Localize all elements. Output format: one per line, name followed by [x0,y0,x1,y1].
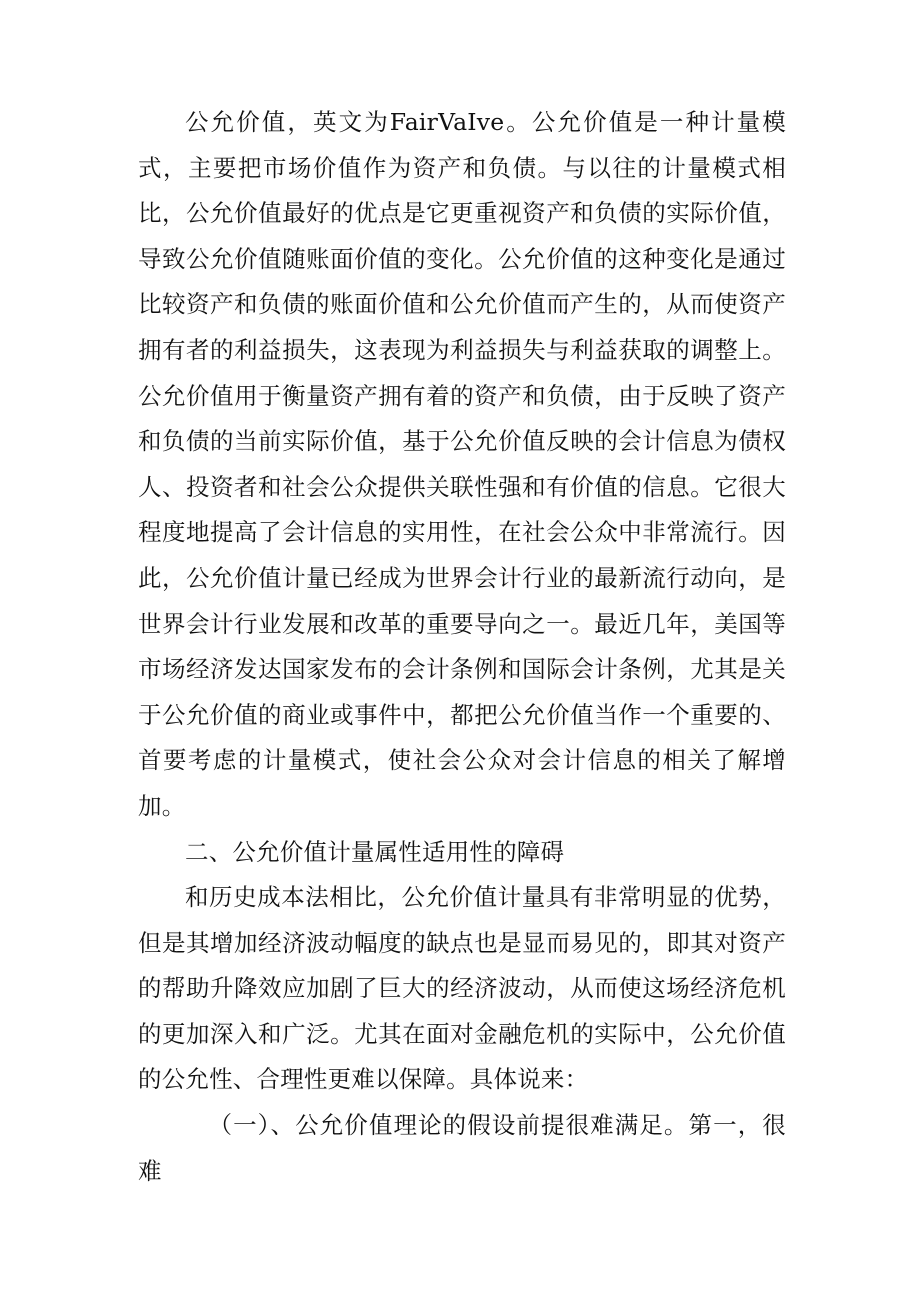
section-heading-obstacles: 二、公允价值计量属性适用性的障碍 [185,837,565,866]
paragraph-fair-value-intro: 公允价值，英文为FairVaIve。公允价值是一种计量模式，主要把市场价值作为资产和负债。与以往的计量模式相比，公允价值最好的优点是它更重视资产和负债的实际价值，导致公允价值随账面价值的变化。公允价值的这种变化是通过比较资产和负债的账面价值和公允价值而产生的，从而使资产拥有者的利益损失，这表现为利益损失与利益获取的调整上。公允价值用于衡量资产拥有着的资产和负债，由于反映了资产和负债的当前实际价值，基于公允价值反映的会计信息为债权人、投资者和社会公众提供关联性强和有价值的信息。它很大程度地提高了会计信息的实用性，在社会公众中非常流行。因此，公允价值计量已经成为世界会计行业的最新流行动向，是世界会计行业发展和改革的重要导向之一。最近几年，美国等市场经济发达国家发布的会计条例和国际会计条例，尤其是关于公允价值的商业或事件中，都把公允价值当作一个重要的、首要考虑的计量模式，使社会公众对会计信息的相关了解增加。 [138,108,786,820]
document-page [138,100,786,1194]
paragraph-comparison-historical-cost: 和历史成本法相比，公允价值计量具有非常明显的优势，但是其增加经济波动幅度的缺点也是显而易见的，即其对资产的帮助升降效应加剧了巨大的经济波动，从而使这场经济危机的更加深入和广泛。尤其在面对金融危机的实际中，公允价值的公允性、合理性更难以保障。具体说来： [138,883,786,1094]
subsection-assumptions: （一）、公允价值理论的假设前提很难满足。第一，很难 [138,1111,786,1185]
